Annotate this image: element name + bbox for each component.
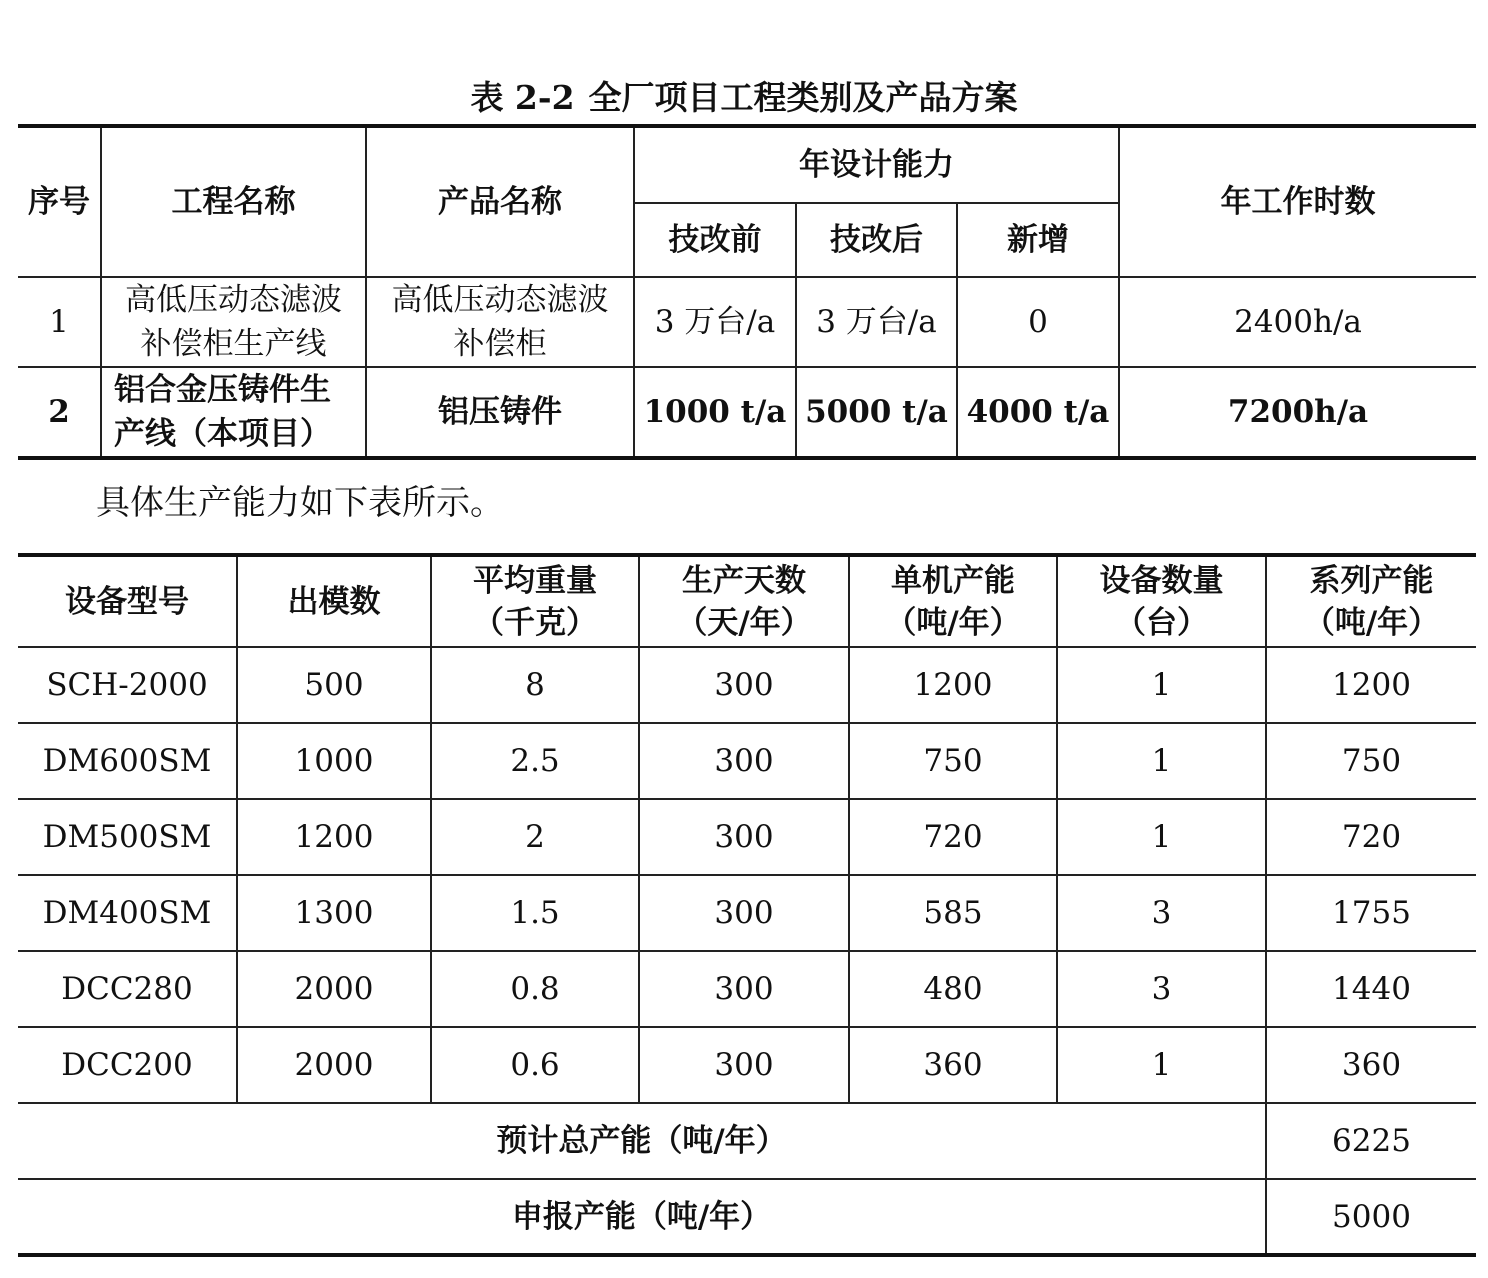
- cell-weight: 1.5: [431, 875, 639, 951]
- cell-cavities: 1000: [237, 723, 431, 799]
- table-row: [18, 367, 1476, 458]
- header-weight: [431, 555, 639, 647]
- table-row: [18, 951, 1476, 1027]
- cell-cavities: 2000: [237, 1027, 431, 1103]
- header-label: 系列产能: [1309, 562, 1434, 599]
- cell-cavities: 500: [237, 647, 431, 723]
- table-row: [18, 1027, 1476, 1103]
- cell-cavities: 2000: [237, 951, 431, 1027]
- cell-quantity: 1: [1057, 1027, 1266, 1103]
- header-cavities: [237, 555, 431, 647]
- header-unit: （吨/年）: [1303, 604, 1440, 641]
- header-before: 技改前: [634, 203, 796, 277]
- header-label: 设备数量: [1099, 562, 1224, 599]
- header-unit: （台）: [1115, 604, 1208, 641]
- cell-product: 高低压动态滤波补偿柜: [366, 277, 634, 367]
- cell-before: 3 万台/a: [634, 277, 796, 367]
- table-row: [18, 723, 1476, 799]
- body-paragraph: 具体生产能力如下表所示。: [96, 483, 504, 523]
- cell-weight: 2: [431, 799, 639, 875]
- header-series-capacity: [1266, 555, 1476, 647]
- table-title: [0, 78, 1488, 118]
- cell-added: 4000 t/a: [957, 367, 1119, 458]
- cell-series-capacity: 1200: [1266, 647, 1476, 723]
- cell-days: 300: [639, 951, 849, 1027]
- cell-project: 铝合金压铸件生产线（本项目）: [101, 367, 366, 458]
- header-unit: （天/年）: [676, 604, 812, 641]
- project-table: [18, 124, 1476, 460]
- cell-unit-capacity: 480: [849, 951, 1057, 1027]
- cell-project: 高低压动态滤波补偿柜生产线: [101, 277, 366, 367]
- table-row: [18, 647, 1476, 723]
- cell-unit-capacity: 360: [849, 1027, 1057, 1103]
- cell-after: 5000 t/a: [796, 367, 957, 458]
- cell-seq: 1: [18, 277, 101, 367]
- table-title-text: 全厂项目工程类别及产品方案: [588, 78, 1018, 117]
- cell-product: 铝压铸件: [366, 367, 634, 458]
- header-product: 产品名称: [366, 126, 634, 277]
- cell-unit-capacity: 585: [849, 875, 1057, 951]
- header-unit: （千克）: [473, 604, 597, 641]
- header-after: 技改后: [796, 203, 957, 277]
- header-label: 单机产能: [891, 562, 1015, 599]
- cell-unit-capacity: 750: [849, 723, 1057, 799]
- cell-hours: 2400h/a: [1119, 277, 1476, 367]
- cell-unit-capacity: 1200: [849, 647, 1057, 723]
- cell-series-capacity: 720: [1266, 799, 1476, 875]
- total-value: 6225: [1266, 1103, 1476, 1179]
- cell-cavities: 1200: [237, 799, 431, 875]
- cell-model: DM500SM: [18, 799, 237, 875]
- total-row: [18, 1103, 1476, 1179]
- cell-after: 3 万台/a: [796, 277, 957, 367]
- cell-seq: 2: [18, 367, 101, 458]
- cell-days: 300: [639, 799, 849, 875]
- header-unit: （吨/年）: [885, 604, 1021, 641]
- cell-model: DM400SM: [18, 875, 237, 951]
- cell-model: SCH-2000: [18, 647, 237, 723]
- cell-days: 300: [639, 723, 849, 799]
- cell-series-capacity: 1755: [1266, 875, 1476, 951]
- header-unit-capacity: [849, 555, 1057, 647]
- cell-series-capacity: 360: [1266, 1027, 1476, 1103]
- cell-unit-capacity: 720: [849, 799, 1057, 875]
- cell-model: DM600SM: [18, 723, 237, 799]
- table-row: [18, 277, 1476, 367]
- header-capacity: 年设计能力: [634, 126, 1119, 203]
- cell-weight: 0.6: [431, 1027, 639, 1103]
- cell-cavities: 1300: [237, 875, 431, 951]
- header-model: [18, 555, 237, 647]
- cell-days: 300: [639, 1027, 849, 1103]
- cell-added: 0: [957, 277, 1119, 367]
- declared-row: [18, 1179, 1476, 1255]
- cell-model: DCC200: [18, 1027, 237, 1103]
- table-row: [18, 799, 1476, 875]
- cell-series-capacity: 750: [1266, 723, 1476, 799]
- declared-value: 5000: [1266, 1179, 1476, 1255]
- cell-quantity: 1: [1057, 723, 1266, 799]
- cell-weight: 8: [431, 647, 639, 723]
- header-days: [639, 555, 849, 647]
- declared-label: 申报产能（吨/年）: [18, 1179, 1266, 1255]
- cell-days: 300: [639, 647, 849, 723]
- cell-quantity: 3: [1057, 875, 1266, 951]
- cell-hours: 7200h/a: [1119, 367, 1476, 458]
- cell-quantity: 1: [1057, 799, 1266, 875]
- cell-model: DCC280: [18, 951, 237, 1027]
- header-label: 设备型号: [65, 583, 189, 620]
- cell-days: 300: [639, 875, 849, 951]
- table-title-number: 表 2-2: [470, 78, 575, 117]
- total-label: 预计总产能（吨/年）: [18, 1103, 1266, 1179]
- header-seq: 序号: [18, 126, 101, 277]
- cell-series-capacity: 1440: [1266, 951, 1476, 1027]
- cell-before: 1000 t/a: [634, 367, 796, 458]
- header-label: 生产天数: [682, 562, 806, 599]
- header-hours: 年工作时数: [1119, 126, 1476, 277]
- header-label: 平均重量: [473, 562, 597, 599]
- cell-quantity: 1: [1057, 647, 1266, 723]
- cell-weight: 0.8: [431, 951, 639, 1027]
- table-row: [18, 875, 1476, 951]
- header-label: 出模数: [287, 583, 381, 620]
- header-quantity: [1057, 555, 1266, 647]
- header-added: 新增: [957, 203, 1119, 277]
- capacity-table: [18, 553, 1476, 1257]
- cell-quantity: 3: [1057, 951, 1266, 1027]
- header-project: 工程名称: [101, 126, 366, 277]
- cell-weight: 2.5: [431, 723, 639, 799]
- header-row: [18, 555, 1476, 647]
